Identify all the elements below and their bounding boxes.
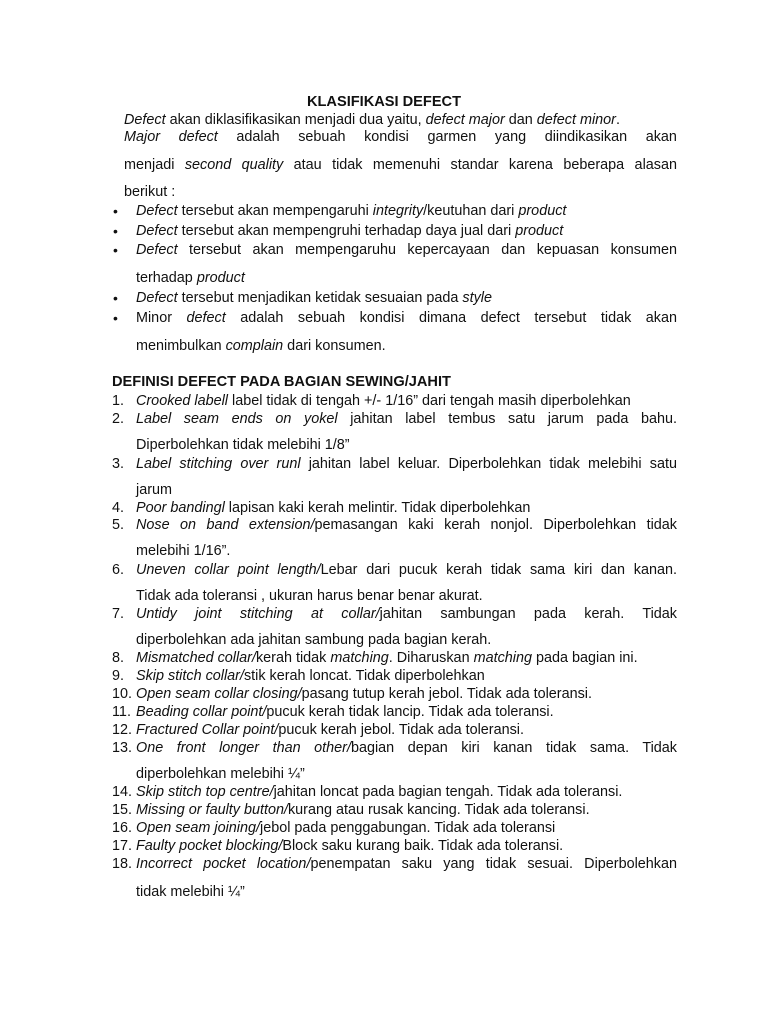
intro-word: yang	[494, 129, 527, 145]
defect-text: stik kerah loncat. Tidak diperbolehkan	[243, 668, 485, 684]
defect-term: Open seam collar closing/	[136, 686, 302, 702]
item-number: 3.	[112, 456, 125, 472]
defect-term: Crooked labell	[136, 393, 228, 409]
defect-text: Lebar dari pucuk kerah tidak sama kiri dan kanan.	[320, 562, 677, 578]
bullet-term: integrity	[372, 203, 424, 219]
list-item	[136, 783, 677, 801]
defect-term: Skip stitch collar/	[136, 668, 244, 684]
defect-term: Label stitching over runl	[136, 456, 301, 472]
bullet-text: adalah sebuah kondisi dimana defect tersebut tidak akan	[225, 310, 677, 326]
item-number: 16.	[112, 820, 133, 836]
item-number: 7.	[112, 606, 125, 622]
defect-text: penempatan saku yang tidak sesuai. Diperbolehkan	[310, 856, 677, 872]
bullet-text: /keutuhan dari	[423, 203, 519, 219]
bullet-text: tersebut akan mempengaruhi	[177, 203, 373, 219]
defect-text: jahitan label keluar. Diperbolehkan tidak melebihi satu	[300, 456, 677, 472]
page-title: KLASIFIKASI DEFECT	[306, 94, 462, 110]
intro-term: Major	[124, 129, 160, 145]
intro-term: defect major	[425, 112, 505, 128]
bullet-dot: •	[113, 203, 118, 219]
item-number: 9.	[112, 668, 125, 684]
item-number: 2.	[112, 411, 125, 427]
defect-term: Uneven collar point length/	[136, 562, 321, 578]
list-item-continuation: melebihi 1/16”.	[136, 543, 231, 559]
list-item-continuation: diperbolehkan ada jahitan sambung pada bagian kerah.	[136, 632, 492, 648]
defect-text: pucuk kerah jebol. Tidak ada toleransi.	[278, 722, 524, 738]
bullet-continuation	[136, 337, 677, 355]
bullet-dot: •	[113, 310, 118, 326]
item-number: 12.	[112, 722, 133, 738]
defect-term: Untidy joint stitching at collar/	[136, 606, 380, 622]
intro-line-3	[124, 156, 677, 174]
bullet-continuation	[136, 269, 677, 287]
intro-line-4: berikut :	[124, 184, 176, 200]
list-item	[136, 685, 677, 703]
bullet-item	[136, 241, 677, 259]
defect-term: Nose on band extension/	[136, 517, 315, 533]
defect-term: Open seam joining/	[136, 820, 260, 836]
intro-term: defect minor	[536, 112, 616, 128]
list-item-continuation: Diperbolehkan tidak melebihi 1/8”	[136, 437, 350, 453]
intro-word: garmen	[427, 129, 477, 145]
intro-text: .	[615, 112, 620, 128]
bullet-text: tersebut akan mempengruhi terhadap daya jual dari	[177, 223, 516, 239]
intro-term: Defect	[124, 112, 166, 128]
defect-term: Label seam ends on yokel	[136, 411, 338, 427]
bullet-item	[136, 289, 677, 307]
intro-line-2	[124, 128, 677, 146]
list-item	[136, 819, 677, 837]
item-number: 18.	[112, 856, 133, 872]
list-item	[136, 837, 677, 855]
bullet-term: Defect	[136, 242, 178, 258]
intro-line-1	[124, 111, 677, 129]
list-item	[136, 455, 677, 473]
defect-text: kerah tidak	[255, 650, 331, 666]
item-number: 15.	[112, 802, 133, 818]
list-item	[136, 801, 677, 819]
bullet-term: Defect	[136, 203, 178, 219]
bullet-term: Defect	[136, 290, 178, 306]
bullet-term: style	[462, 290, 492, 306]
bullet-text: Minor	[136, 310, 187, 326]
bullet-dot: •	[113, 242, 118, 258]
list-item	[136, 561, 677, 579]
list-item-continuation: diperbolehkan melebihi ¼”	[136, 766, 305, 782]
item-number: 8.	[112, 650, 125, 666]
intro-word: kondisi	[364, 129, 409, 145]
defect-text: jahitan sambungan pada kerah. Tidak	[379, 606, 677, 622]
section-heading: DEFINISI DEFECT PADA BAGIAN SEWING/JAHIT	[112, 374, 451, 390]
bullet-text: tersebut akan mempengaruhu kepercayaan dan kepuasan konsumen	[177, 242, 677, 258]
intro-term: second quality	[184, 157, 284, 173]
defect-term: Beading collar point/	[136, 704, 267, 720]
bullet-term: product	[196, 270, 245, 286]
defect-term: Incorrect pocket location/	[136, 856, 311, 872]
item-number: 1.	[112, 393, 125, 409]
bullet-dot: •	[113, 290, 118, 306]
bullet-item	[136, 222, 677, 240]
intro-word: sebuah	[298, 129, 346, 145]
item-number: 14.	[112, 784, 133, 800]
item-number: 17.	[112, 838, 133, 854]
defect-term: Poor bandingl	[136, 500, 225, 516]
defect-text: pucuk kerah tidak lancip. Tidak ada toleransi.	[266, 704, 554, 720]
intro-text: akan diklasifikasikan menjadi dua yaitu,	[165, 112, 426, 128]
defect-term: Faulty pocket blocking/	[136, 838, 283, 854]
item-number: 5.	[112, 517, 125, 533]
intro-text: menjadi	[124, 157, 185, 173]
item-number: 6.	[112, 562, 125, 578]
bullet-term: product	[515, 223, 564, 239]
item-number: 11.	[112, 704, 131, 720]
defect-term: Missing or faulty button/	[136, 802, 288, 818]
item-number: 4.	[112, 500, 125, 516]
list-item	[136, 605, 677, 623]
item-number: 10.	[112, 686, 133, 702]
intro-word: diindikasikan	[544, 129, 628, 145]
list-item	[136, 703, 677, 721]
list-item	[136, 649, 677, 667]
list-item	[136, 739, 677, 757]
list-item	[136, 721, 677, 739]
item-number: 13.	[112, 740, 133, 756]
list-item-continuation: tidak melebihi ¼”	[136, 884, 245, 900]
intro-term: defect	[178, 129, 218, 145]
defect-term: matching	[473, 650, 532, 666]
intro-text: dan	[504, 112, 537, 128]
bullet-text: terhadap	[136, 270, 197, 286]
list-item	[136, 667, 677, 685]
bullet-text: dari konsumen.	[283, 338, 386, 354]
list-item	[136, 499, 677, 517]
bullet-term: complain	[225, 338, 284, 354]
defect-text: pemasangan kaki kerah nonjol. Diperbolehkan tidak	[314, 517, 677, 533]
bullet-item	[136, 202, 677, 220]
list-item-continuation: jarum	[136, 482, 172, 498]
list-item-continuation: Tidak ada toleransi , ukuran harus benar benar akurat.	[136, 588, 483, 604]
bullet-dot: •	[113, 223, 118, 239]
defect-term: Skip stitch top centre/	[136, 784, 274, 800]
bullet-text: tersebut menjadikan ketidak sesuaian pada	[177, 290, 463, 306]
bullet-text: menimbulkan	[136, 338, 226, 354]
list-item	[136, 410, 677, 428]
intro-word: akan	[645, 129, 677, 145]
defect-term: matching	[330, 650, 389, 666]
defect-text: jahitan loncat pada bagian tengah. Tidak ada toleransi.	[273, 784, 623, 800]
defect-text: jahitan label tembus satu jarum pada bahu.	[337, 411, 678, 427]
defect-text: Block saku kurang baik. Tidak ada toleransi.	[282, 838, 564, 854]
bullet-term: product	[518, 203, 567, 219]
list-item	[136, 516, 677, 534]
bullet-term: Defect	[136, 223, 178, 239]
bullet-term: defect	[186, 310, 226, 326]
defect-term: One front longer than other/	[136, 740, 351, 756]
defect-text: bagian depan kiri kanan tidak sama. Tidak	[350, 740, 677, 756]
defect-text: lapisan kaki kerah melintir. Tidak diperbolehkan	[224, 500, 531, 516]
list-item	[136, 392, 677, 410]
list-item	[136, 855, 677, 873]
defect-term: Mismatched collar/	[136, 650, 256, 666]
defect-text: label tidak di tengah +/- 1/16” dari tengah masih diperbolehkan	[228, 393, 631, 409]
intro-text: atau tidak memenuhi standar karena beberapa alasan	[283, 157, 677, 173]
bullet-item	[136, 309, 677, 327]
defect-term: Fractured Collar point/	[136, 722, 279, 738]
defect-text: kurang atau rusak kancing. Tidak ada toleransi.	[287, 802, 590, 818]
defect-text: . Diharuskan	[388, 650, 474, 666]
intro-word: adalah	[236, 129, 280, 145]
defect-text: pasang tutup kerah jebol. Tidak ada toleransi.	[301, 686, 592, 702]
defect-text: pada bagian ini.	[531, 650, 638, 666]
defect-text: jebol pada penggabungan. Tidak ada toleransi	[260, 820, 556, 836]
